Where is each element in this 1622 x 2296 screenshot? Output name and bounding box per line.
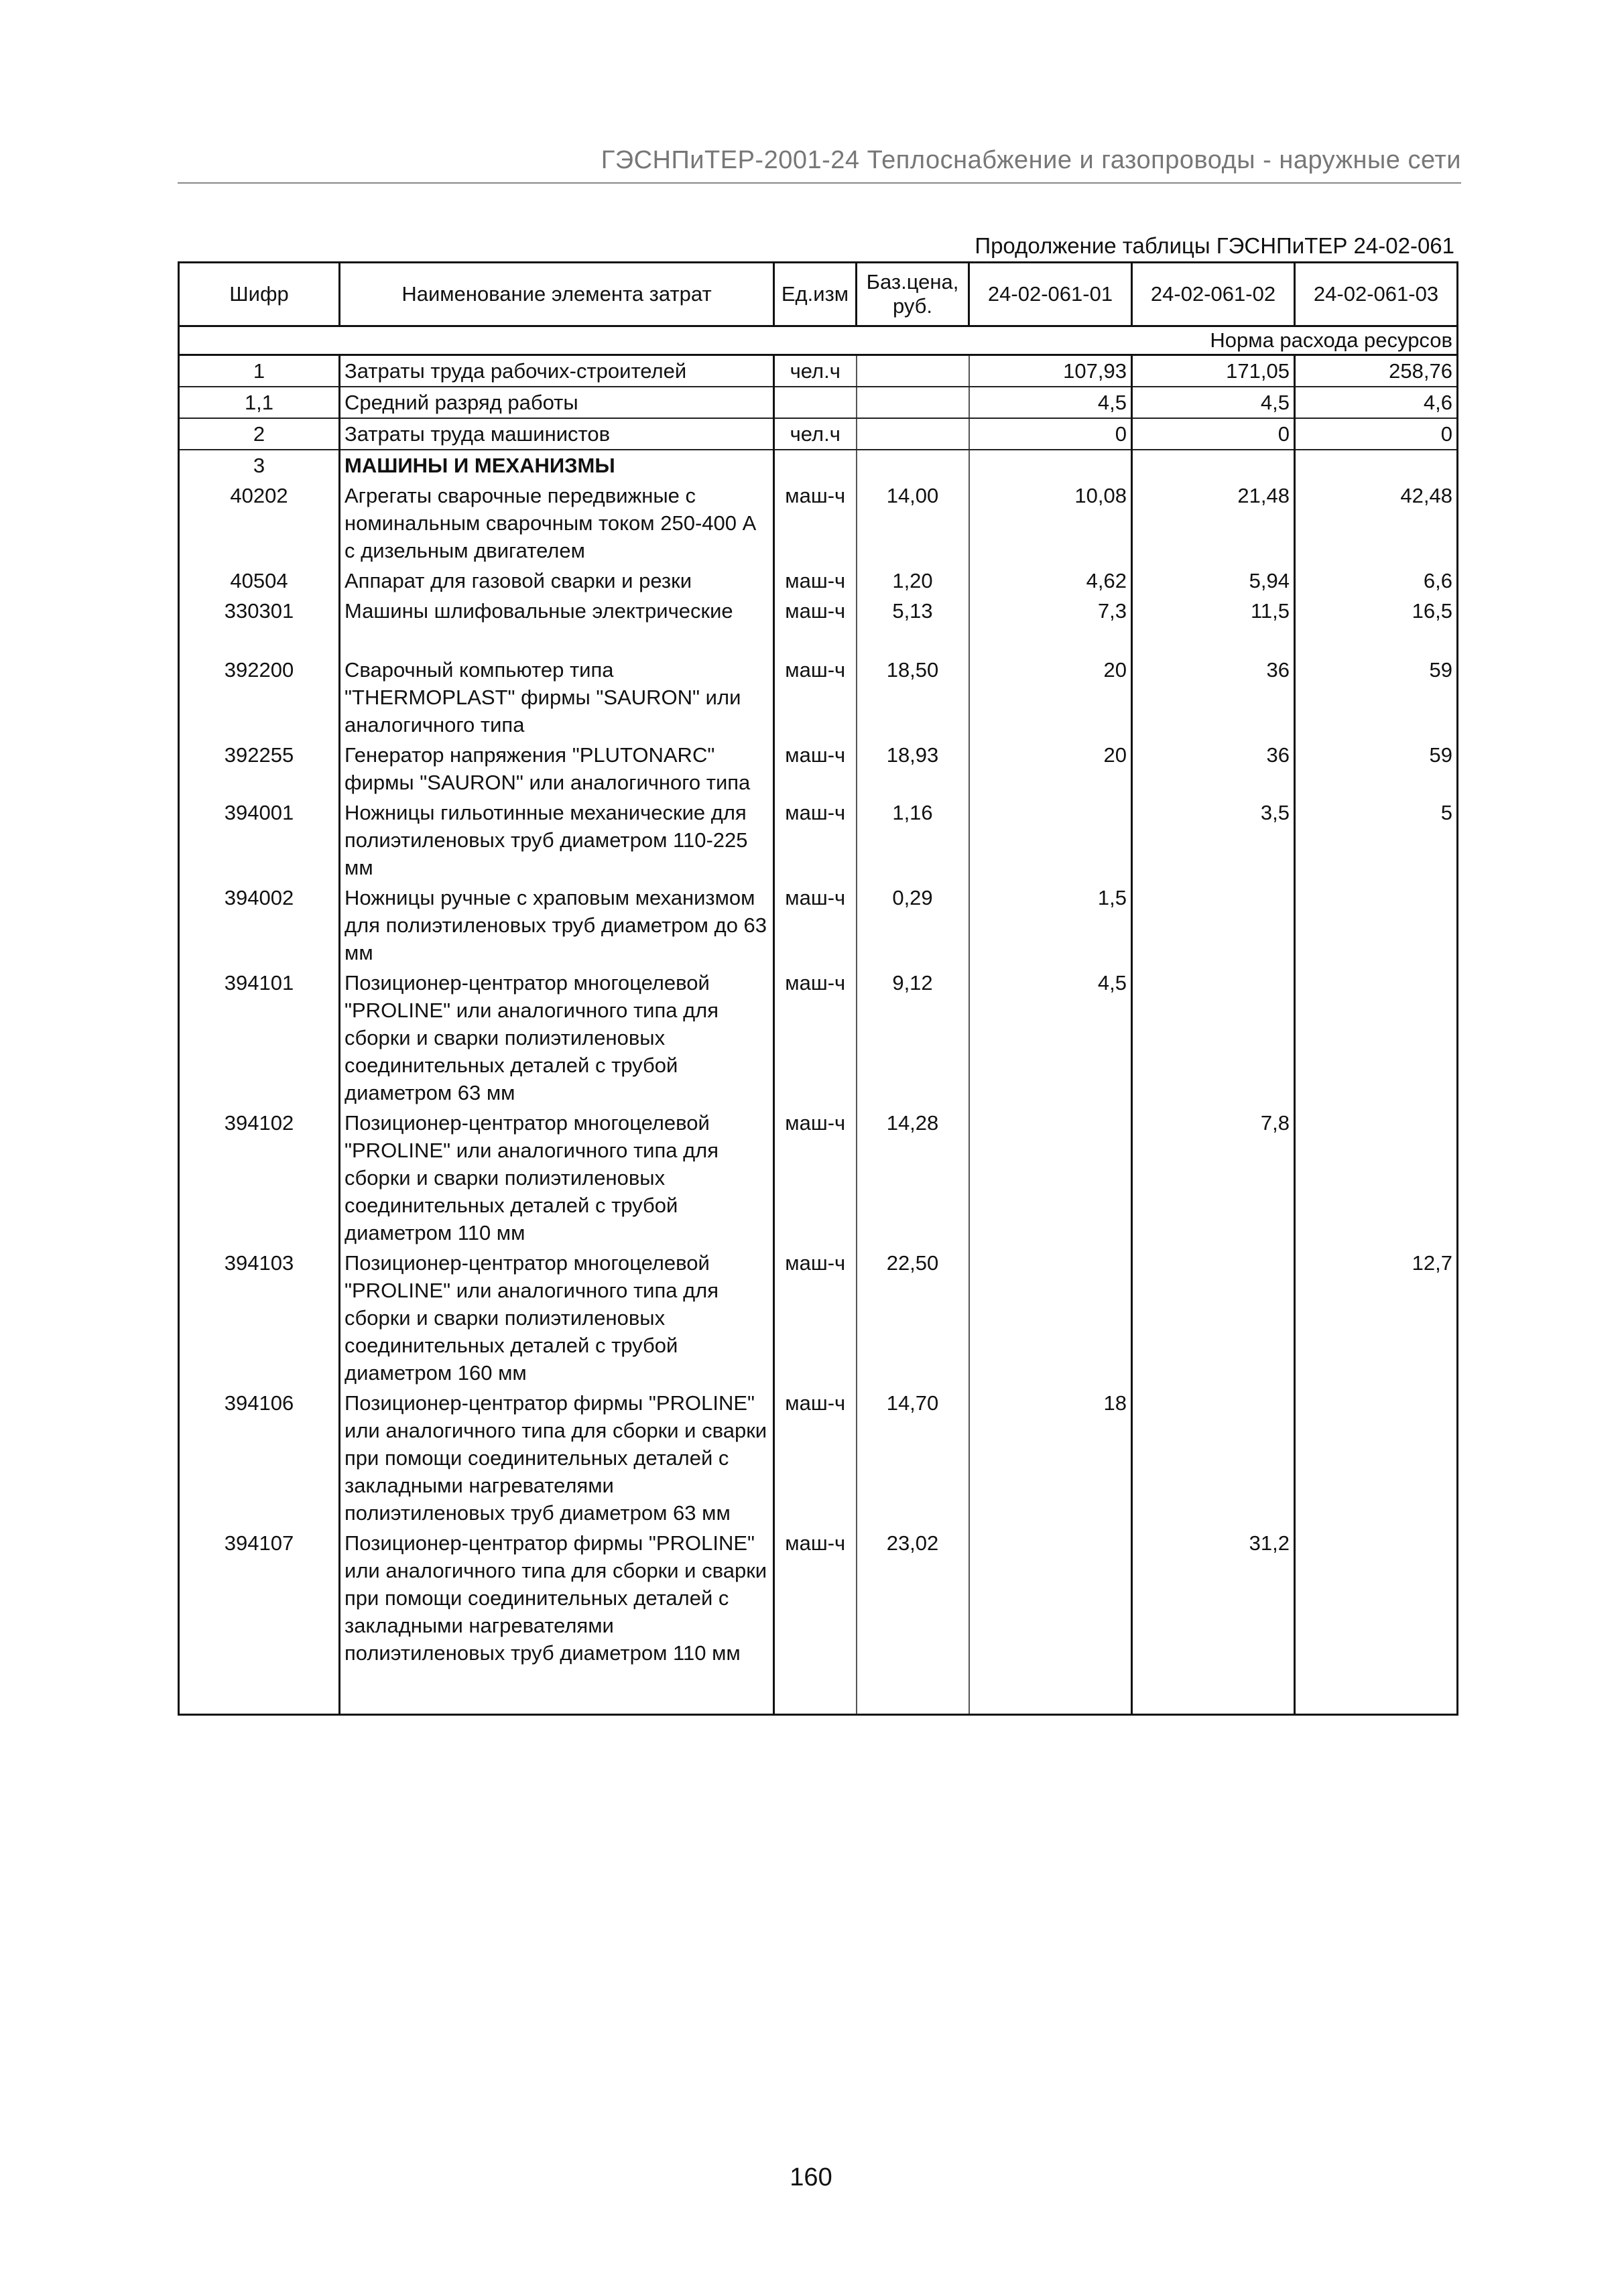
row-name: Ножницы ручные с храповым механизмом для полиэтиленовых труб диаметром до 63 мм bbox=[340, 883, 774, 968]
table-row bbox=[179, 1108, 1458, 1248]
table-row bbox=[179, 883, 1458, 968]
column-header: Баз.цена, руб. bbox=[857, 263, 969, 326]
row-name: Затраты труда машинистов bbox=[340, 418, 774, 450]
row-unit: чел.ч bbox=[774, 355, 857, 387]
row-unit: маш-ч bbox=[774, 798, 857, 883]
row-unit: маш-ч bbox=[774, 740, 857, 798]
row-name: Ножницы гильотинные механические для полиэтиленовых труб диаметром 110-225 мм bbox=[340, 798, 774, 883]
table-row bbox=[179, 596, 1458, 655]
row-value-02 bbox=[1132, 1248, 1295, 1388]
row-code: 394107 bbox=[179, 1528, 340, 1715]
row-name: Позиционер-центратор многоцелевой "PROLINE" или аналогичного типа для сборки и сварки полиэтиленовых соединительных деталей с трубой диаметром 110 мм bbox=[340, 1108, 774, 1248]
row-value-03 bbox=[1295, 1108, 1458, 1248]
row-value-02 bbox=[1132, 450, 1295, 481]
row-value-01: 4,5 bbox=[969, 387, 1132, 418]
row-unit: маш-ч bbox=[774, 1528, 857, 1715]
row-unit: маш-ч bbox=[774, 481, 857, 566]
row-code: 394103 bbox=[179, 1248, 340, 1388]
row-value-02: 36 bbox=[1132, 655, 1295, 740]
row-name: Позиционер-центратор многоцелевой "PROLINE" или аналогичного типа для сборки и сварки полиэтиленовых соединительных деталей с трубой диаметром 63 мм bbox=[340, 968, 774, 1108]
row-name: Позиционер-центратор многоцелевой "PROLINE" или аналогичного типа для сборки и сварки полиэтиленовых соединительных деталей с трубой диаметром 160 мм bbox=[340, 1248, 774, 1388]
column-header: 24-02-061-03 bbox=[1295, 263, 1458, 326]
table-row bbox=[179, 740, 1458, 798]
row-price: 5,13 bbox=[857, 596, 969, 655]
table-row bbox=[179, 1528, 1458, 1715]
row-value-01 bbox=[969, 1528, 1132, 1715]
row-price bbox=[857, 450, 969, 481]
column-header: 24-02-061-01 bbox=[969, 263, 1132, 326]
row-value-01: 4,5 bbox=[969, 968, 1132, 1108]
row-value-03 bbox=[1295, 1388, 1458, 1528]
row-value-03: 59 bbox=[1295, 655, 1458, 740]
row-code: 330301 bbox=[179, 596, 340, 655]
row-code: 394001 bbox=[179, 798, 340, 883]
row-price: 1,16 bbox=[857, 798, 969, 883]
row-value-01: 4,62 bbox=[969, 566, 1132, 596]
row-code: 40504 bbox=[179, 566, 340, 596]
row-unit: маш-ч bbox=[774, 1388, 857, 1528]
row-unit: маш-ч bbox=[774, 596, 857, 655]
row-value-02 bbox=[1132, 883, 1295, 968]
column-header: 24-02-061-02 bbox=[1132, 263, 1295, 326]
column-header: Наименование элемента затрат bbox=[340, 263, 774, 326]
row-code: 3 bbox=[179, 450, 340, 481]
row-value-02: 171,05 bbox=[1132, 355, 1295, 387]
row-price bbox=[857, 387, 969, 418]
row-value-02: 36 bbox=[1132, 740, 1295, 798]
row-code: 1 bbox=[179, 355, 340, 387]
row-name: Сварочный компьютер типа "THERMOPLAST" фирмы "SAURON" или аналогичного типа bbox=[340, 655, 774, 740]
table-caption: Продолжение таблицы ГЭСНПиТЕР 24-02-061 bbox=[975, 233, 1454, 258]
row-price: 0,29 bbox=[857, 883, 969, 968]
row-value-03: 258,76 bbox=[1295, 355, 1458, 387]
row-code: 1,1 bbox=[179, 387, 340, 418]
table-row bbox=[179, 1248, 1458, 1388]
row-value-02: 3,5 bbox=[1132, 798, 1295, 883]
row-code: 394106 bbox=[179, 1388, 340, 1528]
row-unit: чел.ч bbox=[774, 418, 857, 450]
header-rule bbox=[178, 182, 1461, 184]
table-row bbox=[179, 418, 1458, 450]
row-unit: маш-ч bbox=[774, 883, 857, 968]
row-value-03: 16,5 bbox=[1295, 596, 1458, 655]
row-unit bbox=[774, 450, 857, 481]
row-value-01: 7,3 bbox=[969, 596, 1132, 655]
row-price: 14,28 bbox=[857, 1108, 969, 1248]
row-value-02: 5,94 bbox=[1132, 566, 1295, 596]
table-row bbox=[179, 798, 1458, 883]
table-row bbox=[179, 566, 1458, 596]
row-price: 9,12 bbox=[857, 968, 969, 1108]
row-value-03: 5 bbox=[1295, 798, 1458, 883]
row-code: 394002 bbox=[179, 883, 340, 968]
row-unit: маш-ч bbox=[774, 968, 857, 1108]
row-name: Позиционер-центратор фирмы "PROLINE" или аналогичного типа для сборки и сварки при помощи соединительных деталей с закладными нагревателями полиэтиленовых труб диаметром 110 мм bbox=[340, 1528, 774, 1715]
row-unit: маш-ч bbox=[774, 566, 857, 596]
row-unit bbox=[774, 387, 857, 418]
table-body bbox=[179, 326, 1458, 1715]
row-value-01 bbox=[969, 1108, 1132, 1248]
row-code: 392255 bbox=[179, 740, 340, 798]
page-number: 160 bbox=[790, 2163, 832, 2191]
resource-norms-table bbox=[178, 261, 1458, 1716]
row-value-01: 20 bbox=[969, 740, 1132, 798]
row-name: Затраты труда рабочих-строителей bbox=[340, 355, 774, 387]
row-value-03: 12,7 bbox=[1295, 1248, 1458, 1388]
row-price bbox=[857, 355, 969, 387]
row-value-02: 11,5 bbox=[1132, 596, 1295, 655]
row-price bbox=[857, 418, 969, 450]
table-row bbox=[179, 387, 1458, 418]
row-value-03: 42,48 bbox=[1295, 481, 1458, 566]
table-row bbox=[179, 1388, 1458, 1528]
table-row bbox=[179, 968, 1458, 1108]
table-row bbox=[179, 355, 1458, 387]
row-value-02: 7,8 bbox=[1132, 1108, 1295, 1248]
row-value-01: 1,5 bbox=[969, 883, 1132, 968]
row-value-02 bbox=[1132, 968, 1295, 1108]
row-value-03: 4,6 bbox=[1295, 387, 1458, 418]
row-value-02 bbox=[1132, 1388, 1295, 1528]
row-value-01: 20 bbox=[969, 655, 1132, 740]
row-name: МАШИНЫ И МЕХАНИЗМЫ bbox=[340, 450, 774, 481]
row-unit: маш-ч bbox=[774, 1248, 857, 1388]
row-price: 1,20 bbox=[857, 566, 969, 596]
row-value-02: 31,2 bbox=[1132, 1528, 1295, 1715]
row-value-03 bbox=[1295, 883, 1458, 968]
row-code: 2 bbox=[179, 418, 340, 450]
row-code: 40202 bbox=[179, 481, 340, 566]
norm-label: Норма расхода ресурсов bbox=[179, 326, 1458, 355]
row-price: 23,02 bbox=[857, 1528, 969, 1715]
row-name: Генератор напряжения "PLUTONARC" фирмы "SAURON" или аналогичного типа bbox=[340, 740, 774, 798]
row-value-03: 59 bbox=[1295, 740, 1458, 798]
row-code: 394101 bbox=[179, 968, 340, 1108]
row-price: 18,50 bbox=[857, 655, 969, 740]
row-value-01 bbox=[969, 450, 1132, 481]
row-value-02: 21,48 bbox=[1132, 481, 1295, 566]
row-value-01: 0 bbox=[969, 418, 1132, 450]
row-price: 22,50 bbox=[857, 1248, 969, 1388]
row-value-01 bbox=[969, 798, 1132, 883]
table-row bbox=[179, 450, 1458, 481]
row-code: 392200 bbox=[179, 655, 340, 740]
running-header: ГЭСНПиТЕР-2001-24 Теплоснабжение и газопроводы - наружные сети bbox=[601, 146, 1461, 174]
row-value-01: 18 bbox=[969, 1388, 1132, 1528]
row-unit: маш-ч bbox=[774, 655, 857, 740]
row-value-02: 4,5 bbox=[1132, 387, 1295, 418]
row-value-01: 107,93 bbox=[969, 355, 1132, 387]
table-row bbox=[179, 481, 1458, 566]
table-header-row bbox=[179, 263, 1458, 326]
row-price: 14,70 bbox=[857, 1388, 969, 1528]
table-row bbox=[179, 655, 1458, 740]
row-value-03 bbox=[1295, 1528, 1458, 1715]
column-header: Шифр bbox=[179, 263, 340, 326]
row-value-03 bbox=[1295, 968, 1458, 1108]
column-header: Ед.изм bbox=[774, 263, 857, 326]
row-value-02: 0 bbox=[1132, 418, 1295, 450]
row-value-01: 10,08 bbox=[969, 481, 1132, 566]
row-price: 18,93 bbox=[857, 740, 969, 798]
row-value-03: 0 bbox=[1295, 418, 1458, 450]
row-unit: маш-ч bbox=[774, 1108, 857, 1248]
row-name: Агрегаты сварочные передвижные с номинальным сварочным током 250-400 А с дизельным двигателем bbox=[340, 481, 774, 566]
row-name: Аппарат для газовой сварки и резки bbox=[340, 566, 774, 596]
row-code: 394102 bbox=[179, 1108, 340, 1248]
norm-label-row bbox=[179, 326, 1458, 355]
row-value-03: 6,6 bbox=[1295, 566, 1458, 596]
row-value-03 bbox=[1295, 450, 1458, 481]
row-price: 14,00 bbox=[857, 481, 969, 566]
row-name: Машины шлифовальные электрические bbox=[340, 596, 774, 655]
row-value-01 bbox=[969, 1248, 1132, 1388]
row-name: Средний разряд работы bbox=[340, 387, 774, 418]
row-name: Позиционер-центратор фирмы "PROLINE" или аналогичного типа для сборки и сварки при помощи соединительных деталей с закладными нагревателями полиэтиленовых труб диаметром 63 мм bbox=[340, 1388, 774, 1528]
